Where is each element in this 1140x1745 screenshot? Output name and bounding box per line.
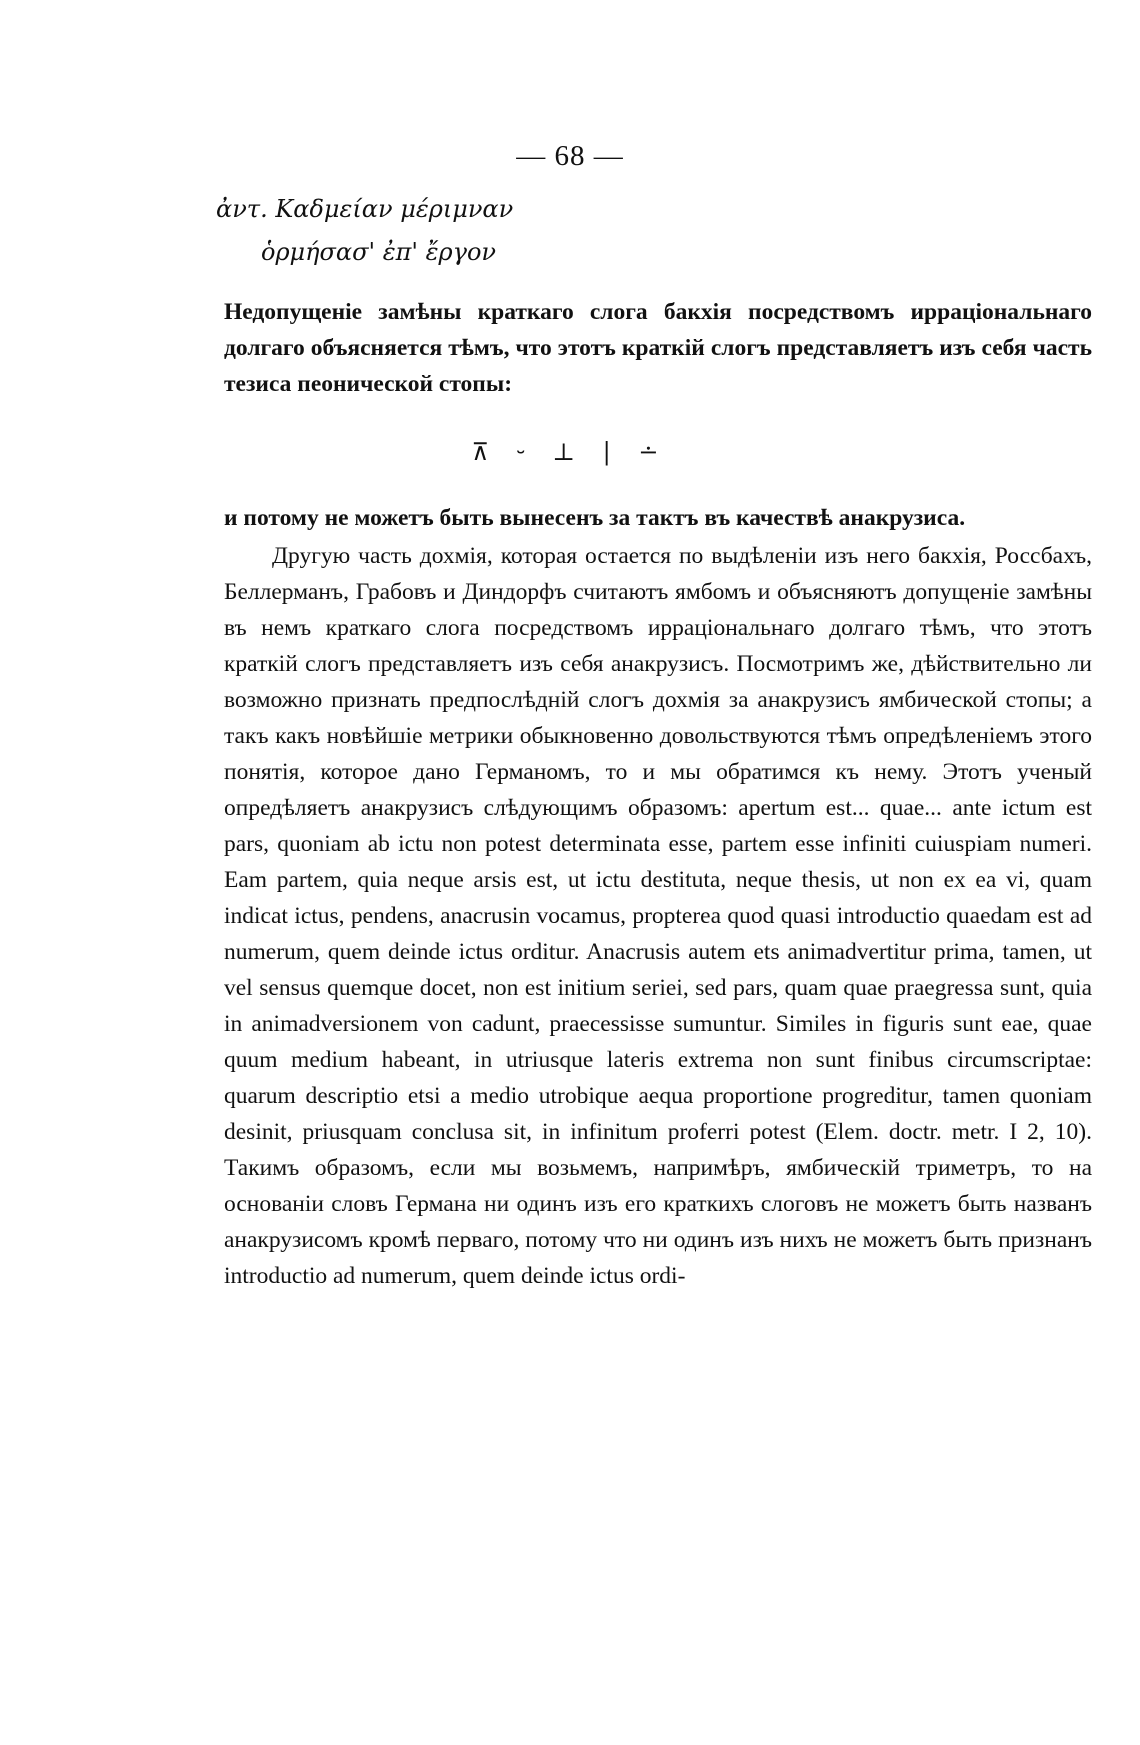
verse-line-1: ἀντ. Καδμείαν μέριμναν bbox=[216, 195, 514, 223]
page-number: — 68 — bbox=[516, 140, 624, 172]
meter-symbol-bar: | bbox=[602, 438, 621, 466]
meter-symbol-short: ⏑ bbox=[516, 438, 535, 466]
meter-symbol-long-stressed: ∸ bbox=[638, 438, 669, 466]
meter-symbol-long: ⊥ bbox=[552, 438, 585, 466]
paragraph-2: и потому не можетъ быть вынесенъ за тактъ въ качествѣ анакрузиса. bbox=[224, 505, 966, 531]
paragraph-1: Недопущеніе замѣны краткаго слога бакхія посредствомъ ирраціональнаго долгаго объясняется тѣмъ, что этотъ краткій слогъ представляетъ изъ себя часть тезиса пеонической стопы: bbox=[224, 299, 1092, 397]
meter-symbol-long-anceps: ⊼ bbox=[471, 438, 500, 466]
verse-line-2: ὁρμήσασ' ἐπ' ἔργον bbox=[261, 238, 496, 266]
meter-scheme bbox=[0, 438, 1140, 466]
paragraph-3: Другую часть дохмія, которая остается по выдѣленіи изъ него бакхія, Россбахъ, Беллерманъ, Грабовъ и Диндорфъ считаютъ ямбомъ и объясняютъ допущеніе замѣны въ немъ краткаго слога посредствомъ ирраціональнаго долгаго тѣмъ, что этотъ краткій слогъ представляетъ изъ себя анакрузисъ. Посмотримъ же, дѣйствительно ли возможно признать предпослѣдній слогъ дохмія за анакрузисъ ямбической стопы; а такъ какъ новѣйшіе метрики обыкновенно довольствуются тѣмъ опредѣленіемъ этого понятія, которое дано Германомъ, то и мы обратимся къ нему. Этотъ ученый опредѣляетъ анакрузисъ слѣдующимъ образомъ: apertum est... quae... ante ictum est pars, quoniam ab ictu non potest determinata esse, partem esse infiniti cuiuspiam numeri. Eam partem, quia neque arsis est, ut ictu destituta, neque thesis, ut non ex ea vi, quam indicat ictus, pendens, anacrusin vocamus, propterea quod quasi introductio quaedam est ad numerum, quem deinde ictus orditur. Anacrusis autem ets animadvertitur prima, tamen, ut vel sensus quemque docet, non est initium seriei, sed pars, quam quae praegressa sunt, quia in animadversionem von cadunt, praecessisse sumuntur. Similes in figuris sunt eae, quae quum medium habeant, in utriusque lateris extrema non sunt finibus circumscriptae: quarum descriptio etsi a medio utrobique aequa proportione progreditur, tamen quoniam desinit, priusquam conclusa sit, in infinitum proferri potest (Elem. doctr. metr. I 2, 10). Такимъ образомъ, если мы возьмемъ, напримѣръ, ямбическій триметръ, то на основаніи словъ Германа ни одинъ изъ его краткихъ слоговъ не можетъ быть названъ анакрузисомъ кромѣ перваго, потому что ни одинъ изъ нихъ не можетъ быть признанъ introductio ad numerum, quem deinde ictus ordi- bbox=[224, 543, 1092, 1289]
